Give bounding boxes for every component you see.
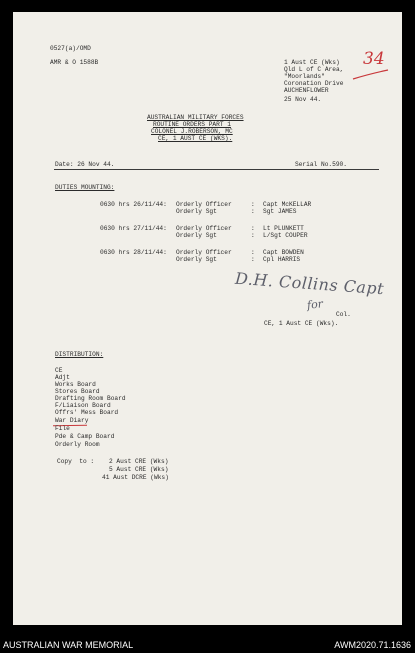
distribution-item: Pde & Camp Board (55, 433, 115, 440)
distribution-item: Works Board (55, 381, 96, 388)
serial-number: Serial No.590. (295, 161, 347, 168)
sgt-colon: : (251, 208, 255, 215)
folio-underline-mark (351, 68, 391, 82)
officer-label: Orderly Officer (176, 249, 232, 256)
handwritten-signature: D.H. Collins Capt (234, 268, 385, 299)
footer-archive-name: AUSTRALIAN WAR MEMORIAL (3, 640, 134, 650)
distribution-item: Orderly Room (55, 441, 100, 448)
document-page (13, 12, 402, 625)
copy-to-item: 41 Aust DCRE (Wks) (102, 474, 169, 481)
distribution-item: Offrs' Mess Board (55, 409, 119, 416)
distribution-item: War Diary (55, 417, 89, 424)
footer-accession-number: AWM2020.71.1636 (334, 640, 411, 650)
distribution-heading: DISTRIBUTION: (55, 351, 104, 358)
distribution-item: CE (55, 367, 63, 374)
sgt-label: Orderly Sgt (176, 232, 217, 239)
sgt-label: Orderly Sgt (176, 256, 217, 263)
copy-to-label: Copy to : (57, 458, 95, 465)
address-line: AUCHENFLOWER (284, 87, 329, 94)
copy-to-item: 5 Aust CRE (Wks) (109, 466, 169, 473)
order-date: Date: 26 Nov 44. (55, 161, 115, 168)
distribution-item: F/Liaison Board (55, 402, 111, 409)
heading-line: AUSTRALIAN MILITARY FORCES (147, 114, 244, 121)
address-line: 1 Aust CE (Wks) (284, 59, 340, 66)
signature-for: for (306, 297, 324, 312)
duty-time: 0630 hrs 28/11/44: (100, 249, 167, 256)
sgt-label: Orderly Sgt (176, 208, 217, 215)
amr-reference: AMR & O 1588B (50, 59, 99, 66)
sgt-colon: : (251, 232, 255, 239)
date-rule (54, 169, 379, 170)
duties-heading: DUTIES MOUNTING: (55, 184, 115, 191)
distribution-item: File (55, 425, 70, 432)
sgt-colon: : (251, 256, 255, 263)
duty-time: 0630 hrs 27/11/44: (100, 225, 167, 232)
officer-colon: : (251, 201, 255, 208)
heading-line: CE, 1 AUST CE (WKS). (158, 135, 233, 142)
address-line: Coronation Drive (284, 80, 344, 87)
officer-colon: : (251, 249, 255, 256)
heading-line: ROUTINE ORDERS PART 1 (153, 121, 231, 128)
distribution-item: Stores Board (55, 388, 100, 395)
signature-unit: CE, 1 Aust CE (Wks). (264, 320, 339, 327)
address-line: "Moorlands" (284, 73, 325, 80)
orderly-sgt: L/Sgt COUPER (263, 232, 308, 239)
officer-label: Orderly Officer (176, 201, 232, 208)
heading-line: COLONEL J.ROBERSON, MC (151, 128, 233, 135)
distribution-item: Adjt (55, 374, 70, 381)
orderly-sgt: Cpl HARRIS (263, 256, 301, 263)
officer-label: Orderly Officer (176, 225, 232, 232)
address-date: 25 Nov 44. (284, 96, 322, 103)
copy-to-item: 2 Aust CRE (Wks) (109, 458, 169, 465)
signature-rank: Col. (336, 311, 351, 318)
distribution-item: Drafting Room Board (55, 395, 126, 402)
orderly-officer: Capt BOWDEN (263, 249, 304, 256)
file-reference: 0527(a)/OMD (50, 45, 91, 52)
orderly-officer: Capt McKELLAR (263, 201, 312, 208)
orderly-sgt: Sgt JAMES (263, 208, 297, 215)
address-line: Qld L of C Area, (284, 66, 344, 73)
folio-number: 34 (363, 49, 385, 69)
duty-time: 0630 hrs 26/11/44: (100, 201, 167, 208)
orderly-officer: Lt PLUNKETT (263, 225, 304, 232)
officer-colon: : (251, 225, 255, 232)
